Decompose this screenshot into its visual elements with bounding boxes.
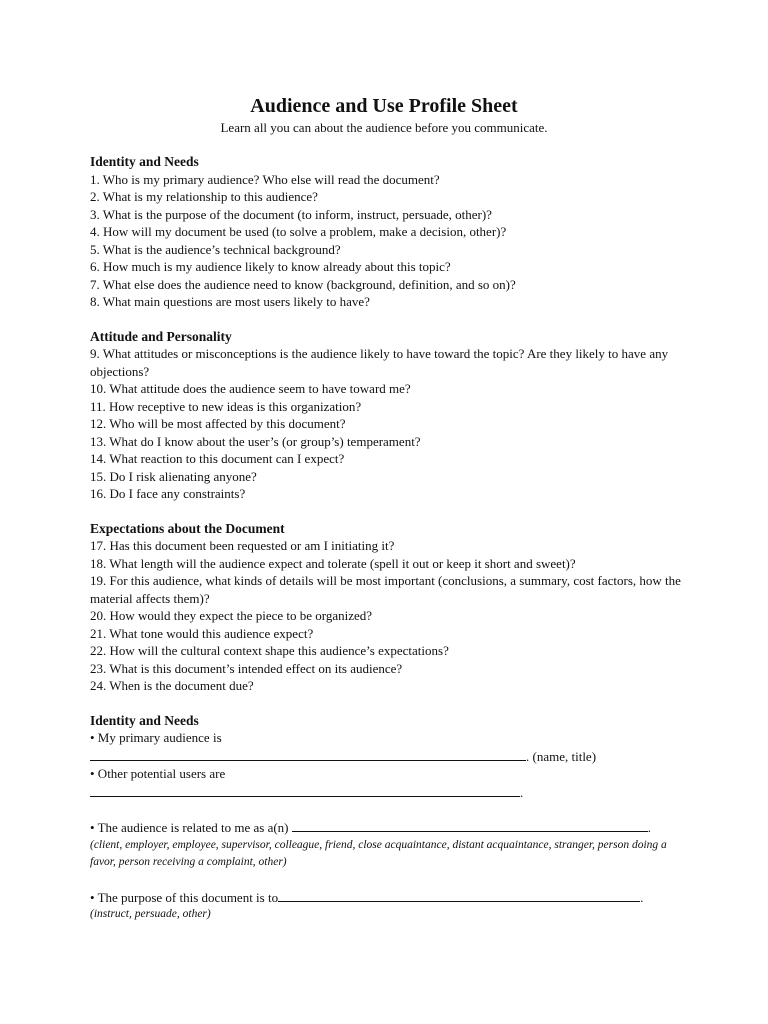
question-20: 20. How would they expect the piece to be organized? [90,608,373,623]
section-identity-needs [90,153,690,311]
page-title: Audience and Use Profile Sheet [250,95,518,117]
worksheet-heading: Identity and Needs [90,712,199,728]
question-23: 23. What is this document’s intended effect on its audience? [90,660,403,676]
purpose-label: • The purpose of this document is to [90,889,279,905]
section-heading: Attitude and Personality [90,328,232,344]
question-12: 12. Who will be most affected by this document? [90,416,346,431]
section-attitude-personality [90,328,690,503]
purpose-blank[interactable] [278,888,640,902]
primary-audience-blank[interactable] [90,747,526,761]
question-2: 2. What is my relationship to this audience? [90,189,318,204]
relationship-label: • The audience is related to me as a(n) [90,820,292,835]
question-13: 13. What do I know about the user’s (or group’s) temperament? [90,433,421,449]
question-3: 3. What is the purpose of the document (to inform, instruct, persuade, other)? [90,206,492,222]
question-22: 22. How will the cultural context shape this audience’s expectations? [90,643,449,658]
question-4: 4. How will my document be used (to solve a problem, make a decision, other)? [90,224,507,239]
relationship-suffix: . [647,820,652,835]
document-body [90,153,690,940]
question-14: 14. What reaction to this document can I expect? [90,451,345,466]
question-15: 15. Do I risk alienating anyone? [90,468,257,484]
relationship-hint: (client, employer, employee, supervisor, colleague, friend, close acquaintance, distant acquaintance, stranger, person doing a favor, person receiving a complaint, other) [90,838,667,868]
other-users-suffix: . [520,784,524,800]
question-24: 24. When is the document due? [90,678,254,693]
section-expectations [90,520,690,695]
purpose-suffix: . [640,889,644,905]
purpose-hint: (instruct, persuade, other) [90,908,211,920]
worksheet-section [90,712,690,924]
question-6: 6. How much is my audience likely to know already about this topic? [90,259,451,274]
question-16: 16. Do I face any constraints? [90,486,246,501]
section-heading: Identity and Needs [90,154,199,169]
question-21: 21. What tone would this audience expect? [90,625,314,641]
question-18: 18. What length will the audience expect and tolerate (spell it out or keep it short and sweet)? [90,555,576,571]
question-17: 17. Has this document been requested or am I initiating it? [90,538,395,553]
other-users-row [90,783,690,802]
question-19: 19. For this audience, what kinds of details will be most important (conclusions, a summary, cost factors, how the material affects them)? [90,573,681,606]
question-9: 9. What attitudes or misconceptions is the audience likely to have toward the topic? Are they likely to have any objections? [90,346,669,379]
section-heading: Expectations about the Document [90,520,285,536]
question-7: 7. What else does the audience need to know (background, definition, and so on)? [90,276,516,292]
primary-audience-label: • My primary audience is [90,730,222,745]
question-11: 11. How receptive to new ideas is this organization? [90,398,362,414]
other-users-blank[interactable] [90,783,520,797]
question-8: 8. What main questions are most users likely to have? [90,294,370,309]
primary-audience-row [90,747,690,766]
question-5: 5. What is the audience’s technical background? [90,241,341,257]
question-10: 10. What attitude does the audience seem to have toward me? [90,381,411,396]
relationship-blank[interactable] [292,818,648,832]
other-users-label: • Other potential users are [90,766,226,781]
primary-audience-suffix: . (name, title) [526,748,597,764]
page-subtitle: Learn all you can about the audience before you communicate. [220,120,548,135]
purpose-row [90,888,690,907]
relationship-row [90,818,690,837]
question-1: 1. Who is my primary audience? Who else will read the document? [90,171,440,187]
